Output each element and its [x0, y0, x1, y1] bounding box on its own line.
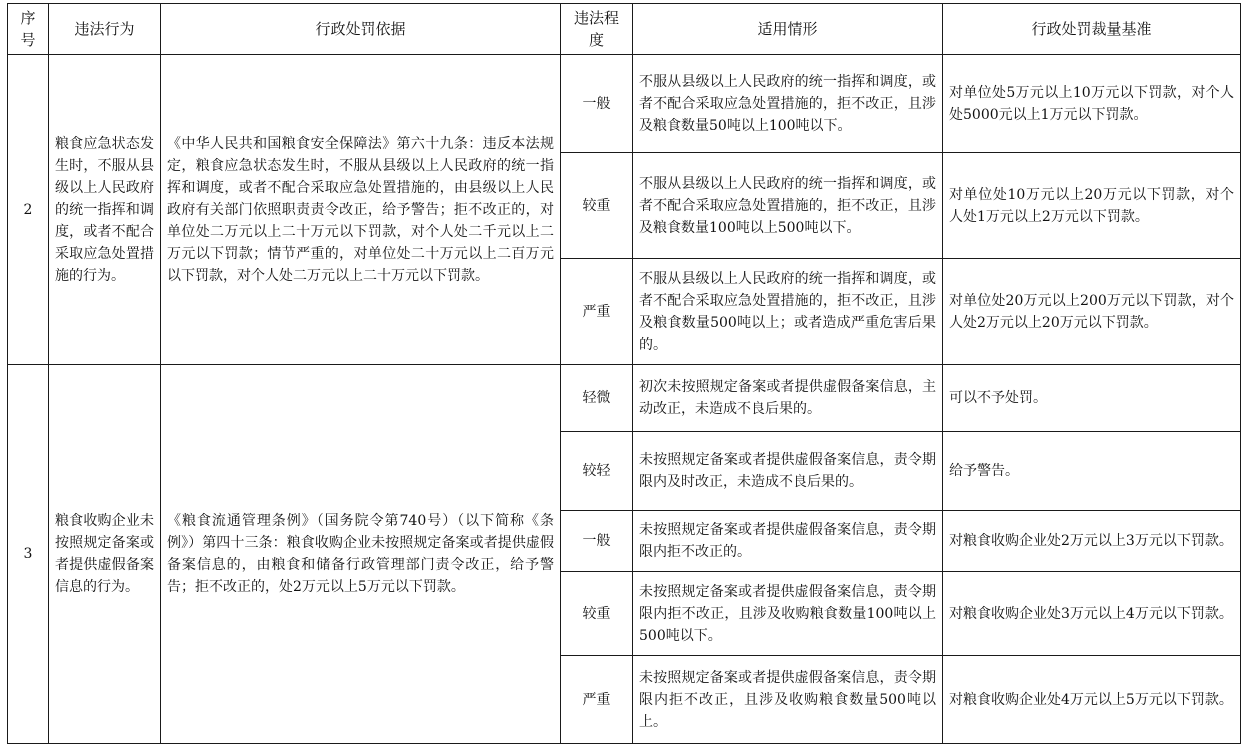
applicable-situation: 未按照规定备案或者提供虚假备案信息，责令期限内拒不改正的。	[633, 511, 943, 572]
discretion-standard: 对单位处20万元以上200万元以下罚款，对个人处2万元以上20万元以下罚款。	[943, 259, 1241, 365]
discretion-standard: 给予警告。	[943, 432, 1241, 511]
penalty-basis: 《中华人民共和国粮食安全保障法》第六十九条：违反本法规定，粮食应急状态发生时，不服从县级以上人民政府的统一指挥和调度，或者不配合采取应急处置措施的，由县级以上人民政府有关部门依照职责责令改正，给予警告；拒不改正的，对单位处二万元以上二十万元以下罚款，对个人处二千元以上二万元以下罚款；情节严重的，对单位处二十万元以上二百万元以下罚款，对个人处二万元以上二十万元以下罚款。	[161, 55, 561, 365]
applicable-situation: 未按照规定备案或者提供虚假备案信息，责令期限内及时改正，未造成不良后果的。	[633, 432, 943, 511]
header-level: 违法程度	[561, 4, 633, 55]
applicable-situation: 不服从县级以上人民政府的统一指挥和调度，或者不配合采取应急处置措施的，拒不改正，且涉及粮食数量50吨以上100吨以下。	[633, 55, 943, 153]
violation-level: 较轻	[561, 432, 633, 511]
row-number: 2	[8, 55, 49, 365]
applicable-situation: 不服从县级以上人民政府的统一指挥和调度，或者不配合采取应急处置措施的，拒不改正，且涉及粮食数量500吨以上；或者造成严重危害后果的。	[633, 259, 943, 365]
applicable-situation: 初次未按照规定备案或者提供虚假备案信息，主动改正，未造成不良后果的。	[633, 365, 943, 432]
violation-behavior: 粮食收购企业未按照规定备案或者提供虚假备案信息的行为。	[49, 365, 161, 744]
violation-level: 较重	[561, 153, 633, 259]
violation-level: 较重	[561, 572, 633, 656]
header-standard: 行政处罚裁量基准	[943, 4, 1241, 55]
applicable-situation: 未按照规定备案或者提供虚假备案信息，责令期限内拒不改正，且涉及收购粮食数量500吨以上。	[633, 656, 943, 744]
violation-behavior: 粮食应急状态发生时，不服从县级以上人民政府的统一指挥和调度，或者不配合采取应急处置措施的行为。	[49, 55, 161, 365]
discretion-standard: 对单位处10万元以上20万元以下罚款，对个人处1万元以上2万元以下罚款。	[943, 153, 1241, 259]
header-no: 序号	[8, 4, 49, 55]
violation-level: 轻微	[561, 365, 633, 432]
row-number: 3	[8, 365, 49, 744]
header-behavior: 违法行为	[49, 4, 161, 55]
violation-level: 一般	[561, 511, 633, 572]
applicable-situation: 未按照规定备案或者提供虚假备案信息，责令期限内拒不改正，且涉及收购粮食数量100吨以上500吨以下。	[633, 572, 943, 656]
violation-level: 一般	[561, 55, 633, 153]
discretion-standard: 对单位处5万元以上10万元以下罚款，对个人处5000元以上1万元以下罚款。	[943, 55, 1241, 153]
discretion-standard: 对粮食收购企业处4万元以上5万元以下罚款。	[943, 656, 1241, 744]
applicable-situation: 不服从县级以上人民政府的统一指挥和调度，或者不配合采取应急处置措施的，拒不改正，且涉及粮食数量100吨以上500吨以下。	[633, 153, 943, 259]
table-row	[8, 55, 1241, 153]
header-row	[8, 4, 1241, 55]
header-basis: 行政处罚依据	[161, 4, 561, 55]
penalty-basis: 《粮食流通管理条例》（国务院令第740号）（以下简称《条例》）第四十三条：粮食收购企业未按照规定备案或者提供虚假备案信息的，由粮食和储备行政管理部门责令改正，给予警告；拒不改正的，处2万元以上5万元以下罚款。	[161, 365, 561, 744]
discretion-standard: 可以不予处罚。	[943, 365, 1241, 432]
discretion-standard: 对粮食收购企业处3万元以上4万元以下罚款。	[943, 572, 1241, 656]
penalty-table	[7, 3, 1241, 744]
header-situation: 适用情形	[633, 4, 943, 55]
discretion-standard: 对粮食收购企业处2万元以上3万元以下罚款。	[943, 511, 1241, 572]
violation-level: 严重	[561, 656, 633, 744]
table-row	[8, 365, 1241, 432]
violation-level: 严重	[561, 259, 633, 365]
